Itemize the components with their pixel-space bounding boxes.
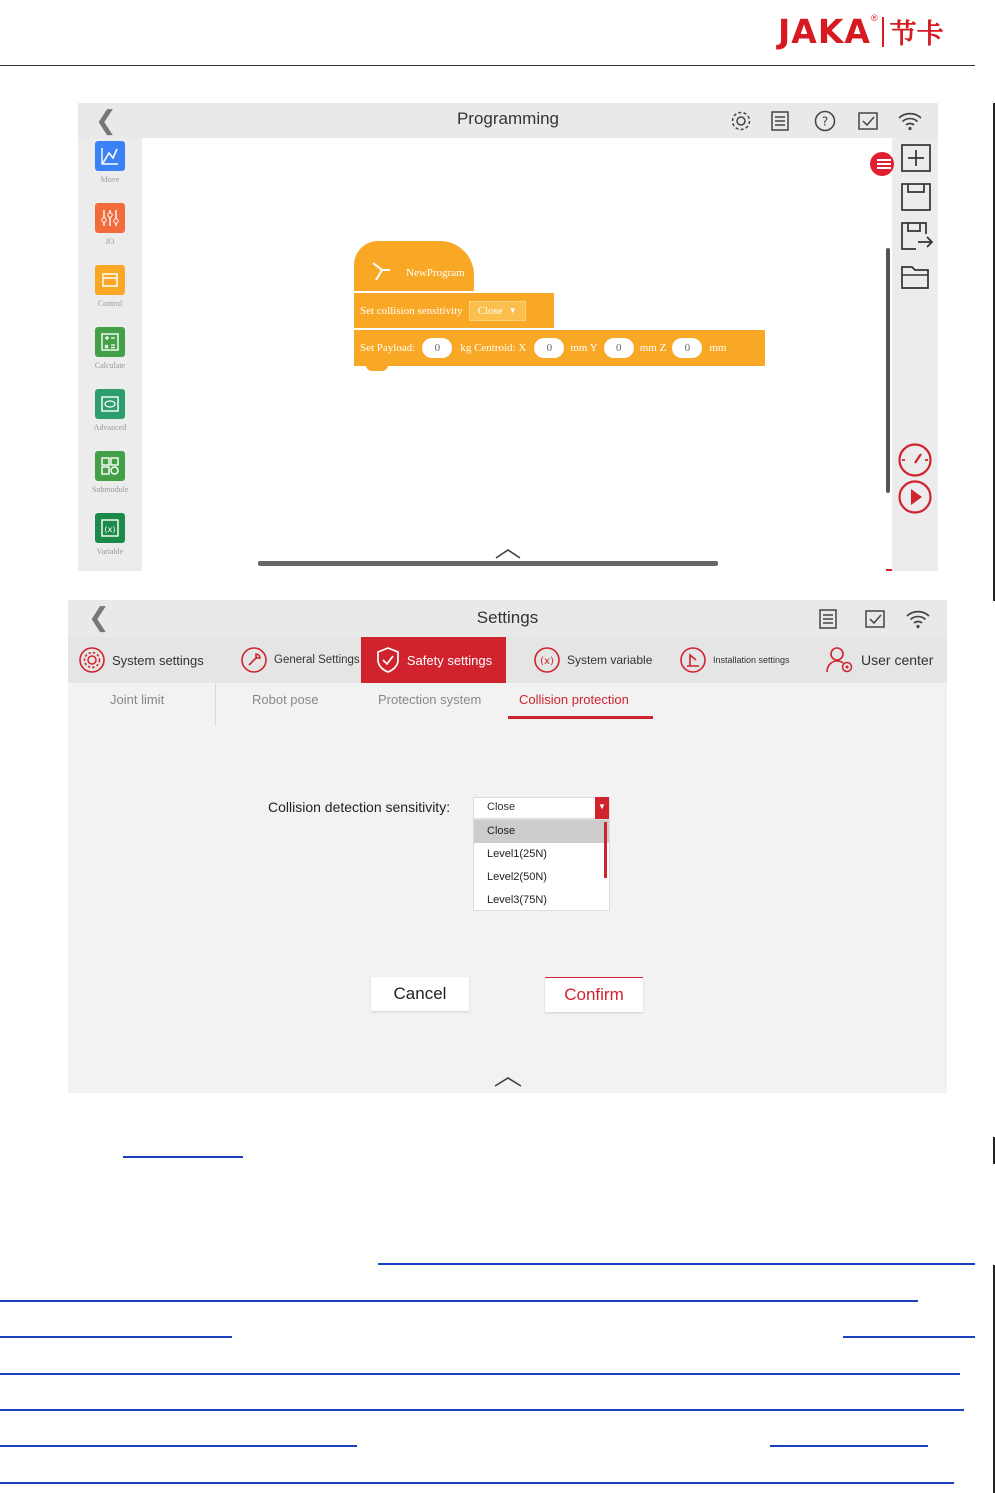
io-icon <box>95 203 125 233</box>
wifi-icon <box>905 606 931 632</box>
collision-sensitivity-label: Collision detection sensitivity: <box>268 799 451 815</box>
active-subtab-indicator <box>508 716 653 719</box>
category-advanced[interactable] <box>92 389 128 432</box>
cancel-button[interactable]: Cancel <box>371 977 469 1011</box>
category-label: Variable <box>96 547 124 556</box>
link-underline[interactable] <box>0 1373 960 1375</box>
tab-system-settings[interactable] <box>78 637 228 683</box>
variable-icon <box>95 513 125 543</box>
category-submodule[interactable] <box>92 451 128 494</box>
category-io[interactable] <box>92 203 128 246</box>
tab-label: Installation settings <box>713 655 790 665</box>
link-underline[interactable] <box>843 1336 975 1338</box>
save-as-icon[interactable] <box>900 221 934 256</box>
category-control[interactable] <box>92 265 128 308</box>
move-icon <box>95 141 125 171</box>
tab-installation-settings[interactable] <box>679 637 819 683</box>
back-button[interactable]: ❮ <box>95 106 117 136</box>
workspace-vertical-scrollbar[interactable] <box>886 248 890 493</box>
log-icon[interactable] <box>767 108 793 134</box>
checklist-icon[interactable] <box>862 606 888 632</box>
centroid-x-input[interactable]: 0 <box>534 338 564 358</box>
block-connector <box>366 365 388 371</box>
shield-icon <box>375 646 401 674</box>
tab-general-settings[interactable] <box>240 637 360 683</box>
centroid-z-input[interactable]: 0 <box>672 338 702 358</box>
set-payload-block[interactable] <box>354 330 765 366</box>
advanced-icon <box>95 389 125 419</box>
corner-mark <box>886 569 892 571</box>
link-underline[interactable] <box>0 1409 964 1411</box>
category-label: Move <box>100 175 120 184</box>
subtab-robot-pose[interactable]: Robot pose <box>252 692 319 707</box>
sensitivity-label: Set collision sensitivity <box>360 304 463 317</box>
gear-icon <box>78 646 106 674</box>
dropdown-arrow-icon[interactable]: ▼ <box>595 797 609 819</box>
dropdown-option[interactable]: Level1(25N) <box>487 848 547 860</box>
centroid-y-input[interactable]: 0 <box>604 338 634 358</box>
category-move[interactable] <box>92 141 128 184</box>
dropdown-option[interactable]: Level2(50N) <box>487 871 547 883</box>
chevron-up-icon[interactable] <box>494 547 522 565</box>
payload-input[interactable]: 0 <box>422 338 452 358</box>
tab-label: System settings <box>112 652 204 668</box>
category-label: Advanced <box>93 423 127 432</box>
page-title: Programming <box>456 109 560 128</box>
tab-safety-settings[interactable] <box>361 637 506 683</box>
tab-user-center[interactable] <box>825 637 945 683</box>
category-calculate[interactable] <box>92 327 128 370</box>
tab-system-variable[interactable] <box>533 637 668 683</box>
tab-label: User center <box>861 652 934 668</box>
run-play-icon[interactable] <box>897 480 933 519</box>
category-label: Control <box>97 299 123 308</box>
user-icon <box>825 645 855 675</box>
submodule-icon <box>95 451 125 481</box>
subtab-joint-limit[interactable]: Joint limit <box>110 692 165 707</box>
logo-text: JAKA <box>778 12 871 51</box>
logo-chinese-text: 节卡 <box>889 19 944 50</box>
dropdown-option[interactable]: Level3(75N) <box>487 894 547 906</box>
centroid-z-label: mm Z <box>639 342 667 354</box>
programming-screen <box>78 103 938 571</box>
tab-label: General Settings <box>274 654 360 666</box>
installation-icon <box>679 646 707 674</box>
link-underline[interactable] <box>0 1482 954 1484</box>
collision-sensitivity-select[interactable] <box>473 797 610 819</box>
jaka-logo <box>778 12 944 51</box>
open-folder-icon[interactable] <box>900 263 932 296</box>
unit-mm-label: mm <box>709 342 727 354</box>
link-underline[interactable] <box>378 1263 975 1265</box>
wifi-icon <box>897 108 923 134</box>
subtab-protection-system[interactable]: Protection system <box>378 692 482 707</box>
tab-label: Safety settings <box>406 652 493 668</box>
link-underline[interactable] <box>770 1445 928 1447</box>
link-underline[interactable] <box>123 1156 243 1158</box>
tab-label: System variable <box>567 653 653 667</box>
link-underline[interactable] <box>0 1300 918 1302</box>
svg-text:(x): (x) <box>540 656 554 667</box>
save-icon[interactable] <box>900 182 932 217</box>
dropdown-scrollbar[interactable] <box>604 822 607 878</box>
log-icon[interactable] <box>815 606 841 632</box>
checklist-icon[interactable] <box>855 108 881 134</box>
workspace-horizontal-scrollbar[interactable] <box>258 561 718 566</box>
svg-text:?: ? <box>821 114 829 129</box>
chevron-up-icon[interactable] <box>493 1075 523 1093</box>
svg-text:(x): (x) <box>104 525 116 534</box>
category-label: IO <box>105 237 115 246</box>
robot-arm-icon <box>370 259 394 288</box>
set-collision-sensitivity-block[interactable] <box>354 293 554 328</box>
calculate-icon <box>95 327 125 357</box>
header-divider <box>0 65 975 66</box>
category-label: Calculate <box>94 361 126 370</box>
registered-mark: ® <box>870 12 878 23</box>
link-underline[interactable] <box>0 1445 357 1447</box>
centroid-y-label: mm Y <box>570 342 598 354</box>
control-icon <box>95 265 125 295</box>
category-label: Submodule <box>92 485 129 494</box>
settings-gear-icon[interactable] <box>728 108 754 134</box>
settings-screen <box>68 600 947 1093</box>
dropdown-arrow-icon: ▼ <box>508 306 517 315</box>
speed-gauge-icon[interactable] <box>897 443 933 482</box>
sensitivity-select[interactable]: Close ▼ <box>469 301 526 321</box>
category-variable[interactable] <box>92 513 128 556</box>
centroid-x-label: kg Centroid: X <box>460 342 527 354</box>
menu-toggle-icon[interactable] <box>870 152 894 176</box>
back-button[interactable]: ❮ <box>88 603 110 633</box>
select-value: Close <box>487 801 516 813</box>
wrench-icon <box>240 646 268 674</box>
confirm-button[interactable]: Confirm <box>545 977 643 1012</box>
help-icon[interactable] <box>812 108 838 134</box>
sensitivity-dropdown-list <box>473 819 610 911</box>
link-underline[interactable] <box>0 1336 232 1338</box>
dropdown-option[interactable]: Close <box>474 820 609 843</box>
page-title: Settings <box>476 608 539 627</box>
subtab-divider <box>215 684 216 726</box>
payload-label: Set Payload: <box>360 342 416 354</box>
program-name: NewProgram <box>406 267 465 279</box>
variable-icon <box>533 646 561 674</box>
subtab-collision-protection[interactable]: Collision protection <box>519 692 629 707</box>
logo-divider <box>882 17 884 47</box>
add-program-icon[interactable] <box>900 143 932 178</box>
